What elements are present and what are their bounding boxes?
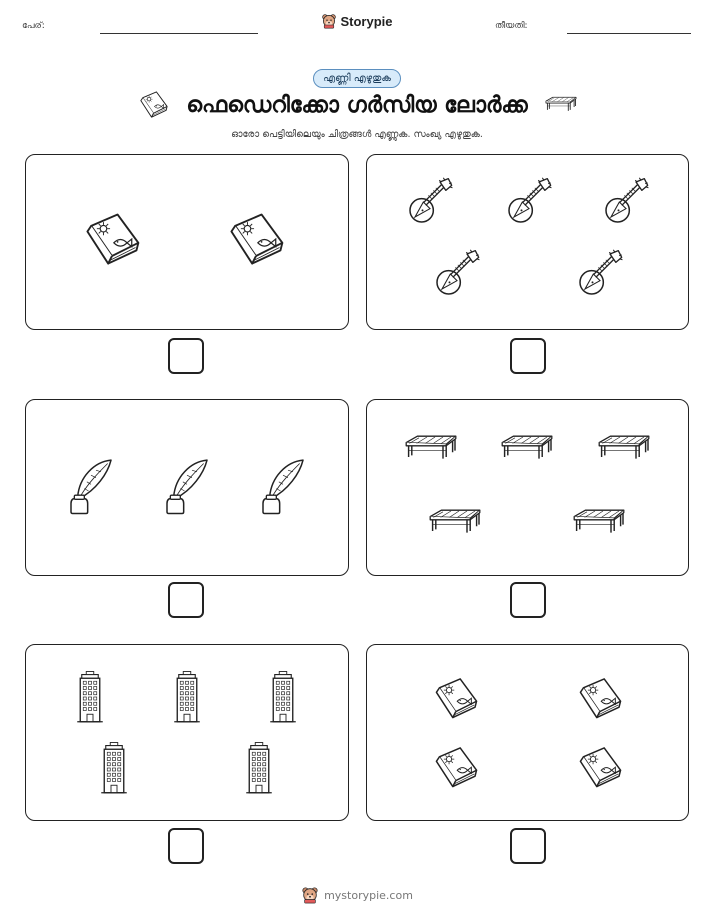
count-panel-mandolins [366, 154, 689, 330]
book-icon [573, 673, 625, 725]
quill-icon [66, 455, 116, 517]
table-icon [571, 507, 627, 539]
mandolin-icon [405, 177, 455, 227]
date-line[interactable] [567, 33, 691, 34]
mandolin-icon [575, 249, 625, 299]
table-icon [499, 433, 555, 465]
table-icon [403, 433, 459, 465]
mandolin-icon [432, 249, 482, 299]
answer-box-tables[interactable] [510, 582, 546, 618]
count-panel-tables [366, 399, 689, 576]
book-icon [222, 207, 288, 273]
book-icon [136, 88, 170, 122]
table-icon [544, 95, 578, 115]
quill-icon [162, 455, 212, 517]
table-icon [427, 507, 483, 539]
activity-badge-wrap [0, 66, 714, 88]
bear-mascot-icon [301, 886, 319, 904]
answer-box-mandolins[interactable] [510, 338, 546, 374]
building-icon [75, 668, 105, 726]
name-label: പേര്: [22, 21, 45, 31]
answer-box-buildings[interactable] [168, 828, 204, 864]
footer-url[interactable]: mystorypie.com [324, 888, 413, 902]
answer-box-quills[interactable] [168, 582, 204, 618]
book-icon [429, 673, 481, 725]
count-panel-quills [25, 399, 349, 576]
title-row [0, 89, 714, 121]
name-line[interactable] [100, 33, 258, 34]
count-panel-buildings [25, 644, 349, 821]
book-icon [573, 742, 625, 794]
book-icon [429, 742, 481, 794]
building-icon [99, 739, 129, 797]
footer [0, 886, 714, 904]
brand-header [0, 13, 714, 33]
quill-icon [258, 455, 308, 517]
brand-logo [321, 13, 392, 29]
table-icon [596, 433, 652, 465]
mandolin-icon [504, 177, 554, 227]
activity-badge: എണ്ണി എഴുതുക [313, 69, 401, 88]
building-icon [244, 739, 274, 797]
date-label: തീയതി: [495, 21, 528, 31]
count-panel-books [25, 154, 349, 330]
answer-box-books-2[interactable] [510, 828, 546, 864]
answer-box-books[interactable] [168, 338, 204, 374]
worksheet-title: ഫെഡെറിക്കോ ഗർസിയ ലോർക്ക [186, 92, 528, 118]
bear-mascot-icon [321, 13, 337, 29]
book-icon [78, 207, 144, 273]
instructions: ഓരോ പെട്ടിയിലെയും ചിത്രങ്ങൾ എണ്ണുക. സംഖ്യ എഴുതുക. [231, 129, 483, 140]
building-icon [268, 668, 298, 726]
brand-name: Storypie [340, 13, 393, 29]
building-icon [172, 668, 202, 726]
count-panel-books-2 [366, 644, 689, 821]
mandolin-icon [601, 177, 651, 227]
